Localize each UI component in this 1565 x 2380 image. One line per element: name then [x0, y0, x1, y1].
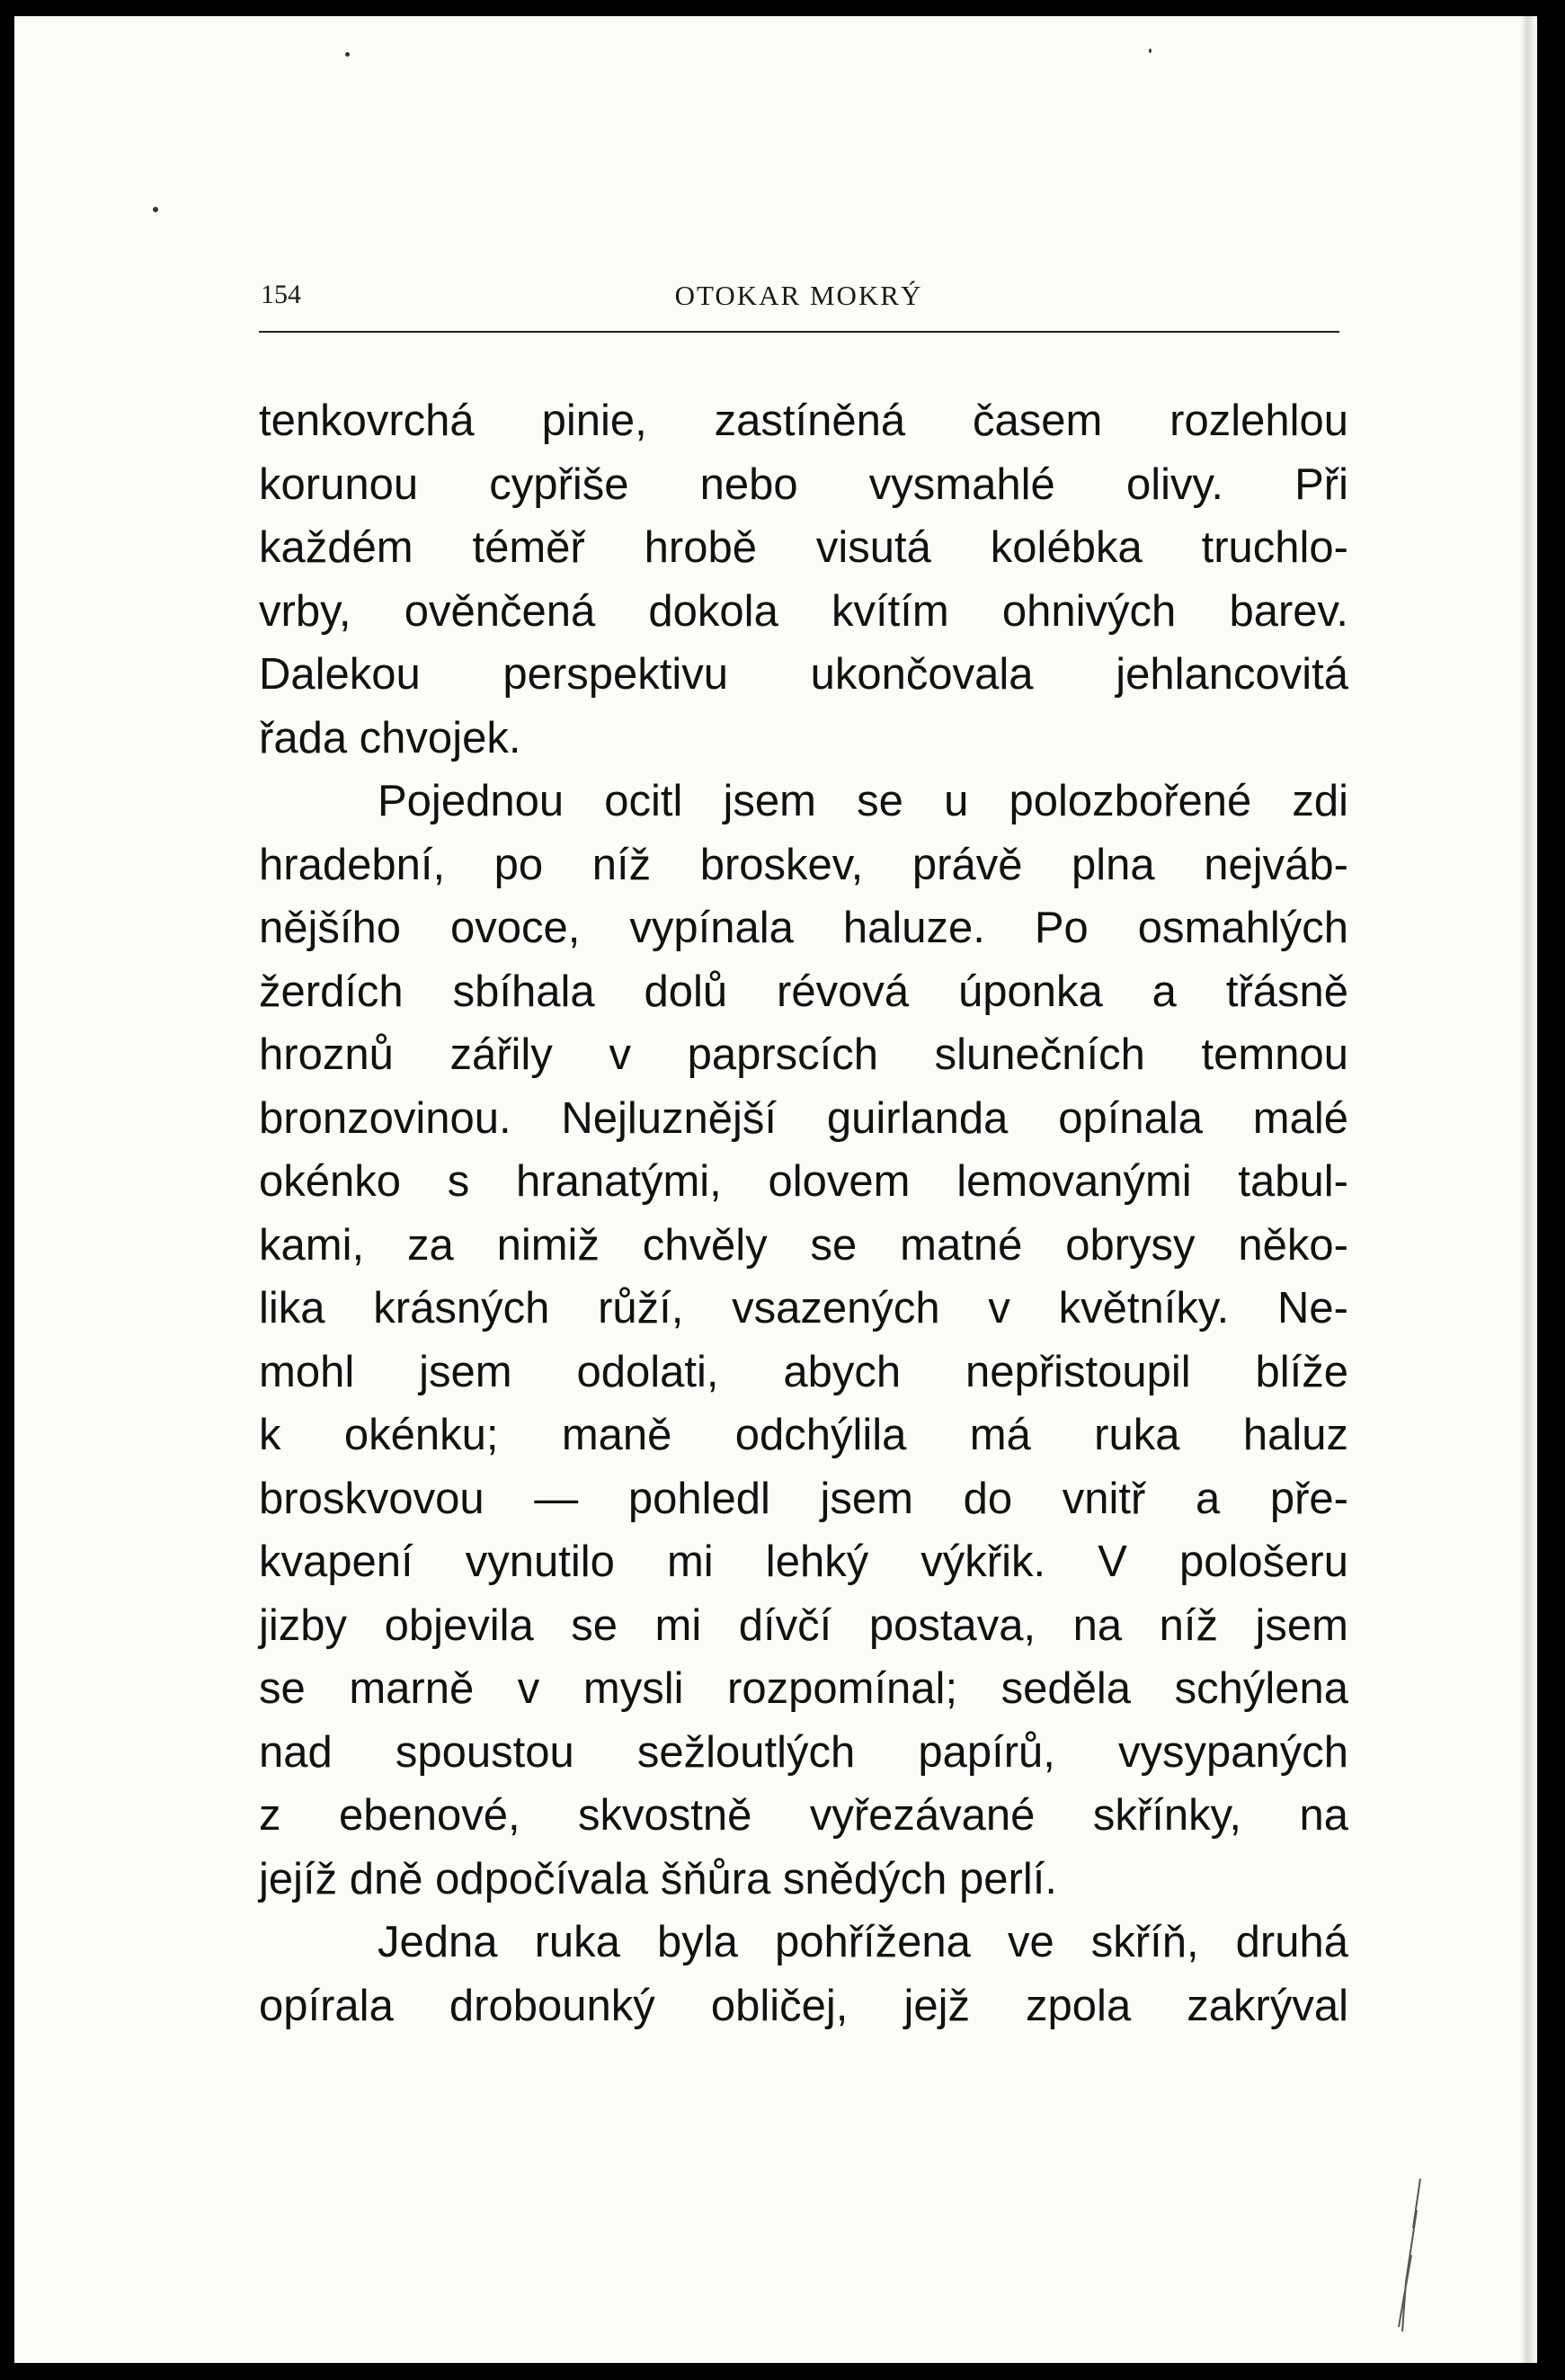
text-line: Pojednou ocitl jsem se u polozbořené zdi [378, 777, 1348, 825]
text-line: nějšího ovoce, vypínala haluze. Po osmahlých [259, 904, 1348, 952]
text-line: hradební, po níž broskev, právě plna nejváb- [259, 840, 1348, 889]
text-line: žerdích sbíhala dolů révová úponka a třásně [259, 967, 1348, 1016]
text-line: kvapení vynutilo mi lehký výkřik. V pološeru [259, 1538, 1348, 1586]
page-edge-shadow [1521, 16, 1537, 2363]
book-page [14, 16, 1537, 2363]
text-line: okénko s hranatými, olovem lemovanými tabul- [259, 1157, 1348, 1206]
text-line: vrby, ověnčená dokola kvítím ohnivých barev. [259, 586, 1348, 636]
text-line: mohl jsem odolati, abych nepřistoupil blíže [259, 1347, 1348, 1396]
text-line: lika krásných růží, vsazených v květníky. Ne- [259, 1284, 1348, 1333]
body-text [259, 389, 1348, 2037]
text-line: hroznů zářily v paprscích slunečních temnou [259, 1030, 1348, 1079]
page-number: 154 [261, 280, 301, 309]
print-speck [153, 207, 158, 212]
text-line: kami, za nimiž chvěly se matné obrysy něko- [259, 1220, 1348, 1270]
text-line: jizby objevila se mi dívčí postava, na níž jsem [259, 1600, 1348, 1650]
text-line: Jedna ruka byla pohřížena ve skříň, druhá [378, 1918, 1348, 1966]
print-speck [345, 52, 350, 57]
pencil-mark [1393, 2174, 1429, 2336]
text-line: opírala drobounký obličej, jejž zpola zakrýval [259, 1981, 1348, 2030]
text-line: se marně v mysli rozpomínal; seděla schýlena [259, 1664, 1348, 1713]
text-line: nad spoustou sežloutlých papírů, vysypaných [259, 1727, 1348, 1777]
text-line: bronzovinou. Nejluznější guirlanda opínala malé [259, 1093, 1348, 1143]
text-line: každém téměř hrobě visutá kolébka truchlo- [259, 523, 1348, 572]
text-line: jejíž dně odpočívala šňůra snědých perlí. [259, 1854, 1057, 1903]
text-line: řada chvojek. [259, 713, 521, 762]
text-line: k okénku; maně odchýlila má ruka haluz [259, 1411, 1348, 1459]
page-header [248, 274, 1349, 319]
text-line: tenkovrchá pinie, zastíněná časem rozlehlou [259, 397, 1348, 445]
text-line: Dalekou perspektivu ukončovala jehlancovitá [259, 650, 1348, 699]
text-line: broskvovou — pohledl jsem do vnitř a pře- [259, 1474, 1348, 1523]
running-head: OTOKAR MOKRÝ [674, 280, 923, 311]
text-line: korunou cypřiše nebo vysmahlé olivy. Při [259, 459, 1348, 509]
text-line: z ebenové, skvostně vyřezávané skřínky, na [259, 1791, 1348, 1840]
print-speck [1149, 49, 1152, 53]
header-rule [259, 331, 1339, 333]
